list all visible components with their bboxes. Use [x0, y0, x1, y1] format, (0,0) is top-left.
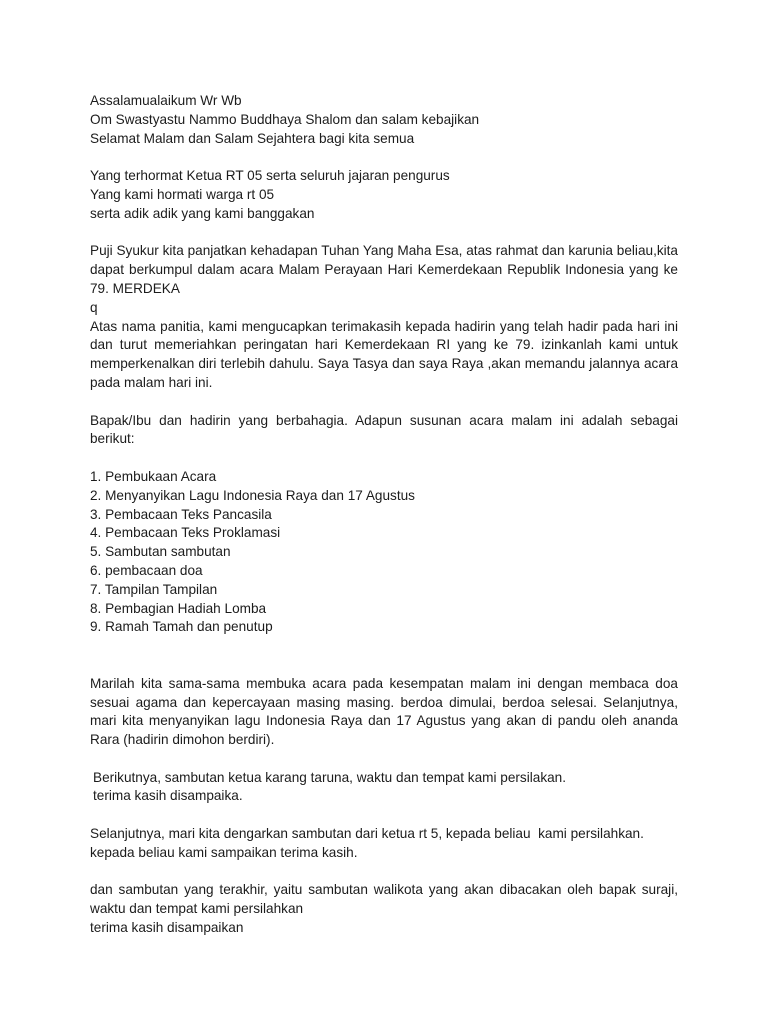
spacer [90, 148, 678, 167]
agenda-item: 6. pembacaan doa [90, 562, 203, 578]
agenda-intro: Bapak/Ibu dan hadirin yang berbahagia. Adapun susunan acara malam ini adalah sebagai berikut: [90, 412, 678, 447]
agenda-list [90, 468, 678, 637]
karang-taruna-line: terima kasih disampaika. [93, 788, 243, 804]
spacer [90, 224, 678, 243]
spacer [90, 393, 678, 412]
walikota-paragraph: dan sambutan yang terakhir, yaitu sambutan walikota yang akan dibacakan oleh bapak suraji, waktu dan tempat kami persilahkan [90, 882, 678, 917]
agenda-item: 8. Pembagian Hadiah Lomba [90, 600, 267, 616]
opening-paragraph: Puji Syukur kita panjatkan kehadapan Tuhan Yang Maha Esa, atas rahmat dan karunia beliau,kita dapat berkumpul dalam acara Malam Perayaan Hari Kemerdekaan Republik Indonesia yang ke 79. MERDEKA [90, 243, 678, 296]
closing-thanks: terima kasih disampaikan [90, 920, 244, 936]
agenda-item: 9. Ramah Tamah dan penutup [90, 619, 273, 635]
agenda-item: 2. Menyanyikan Lagu Indonesia Raya dan 17 Agustus [90, 487, 415, 503]
honorific-line: serta adik adik yang kami banggakan [90, 205, 315, 221]
spacer [90, 750, 678, 769]
spacer [90, 863, 678, 882]
stray-character: q [90, 299, 98, 315]
agenda-item: 3. Pembacaan Teks Pancasila [90, 506, 272, 522]
agenda-item: 4. Pembacaan Teks Proklamasi [90, 525, 281, 541]
greeting-line: Selamat Malam dan Salam Sejahtera bagi kita semua [90, 130, 415, 146]
ketua-rt-line: Selanjutnya, mari kita dengarkan sambutan dari ketua rt 5, kepada beliau kami persilahkan. [90, 826, 644, 842]
agenda-item: 5. Sambutan sambutan [90, 544, 231, 560]
agenda-item: 7. Tampilan Tampilan [90, 581, 218, 597]
agenda-item: 1. Pembukaan Acara [90, 468, 217, 484]
honorific-line: Yang kami hormati warga rt 05 [90, 186, 275, 202]
spacer [90, 449, 678, 468]
greeting-line: Om Swastyastu Nammo Buddhaya Shalom dan salam kebajikan [90, 111, 480, 127]
spacer [90, 637, 678, 675]
honorific-line: Yang terhormat Ketua RT 05 serta seluruh jajaran pengurus [90, 168, 450, 184]
document-page [90, 92, 678, 938]
committee-paragraph: Atas nama panitia, kami mengucapkan terimakasih kepada hadirin yang telah hadir pada hari ini dan turut memeriahkan peringatan hari Kemerdekaan RI yang ke 79. izinkanlah kami untuk memperkenalkan diri terlebih dahulu. Saya Tasya dan saya Raya ,akan memandu jalannya acara pada malam hari ini. [90, 318, 678, 390]
ketua-rt-line: kepada beliau kami sampaikan terima kasih. [90, 844, 358, 860]
spacer [90, 806, 678, 825]
greeting-line: Assalamualaikum Wr Wb [90, 93, 242, 108]
prayer-paragraph: Marilah kita sama-sama membuka acara pada kesempatan malam ini dengan membaca doa sesuai agama dan kepercayaan masing masing. berdoa dimulai, berdoa selesai. Selanjutnya, mari kita menyanyikan lagu Indonesia Raya dan 17 Agustus yang akan di pandu oleh ananda Rara (hadirin dimohon berdiri). [90, 675, 678, 748]
karang-taruna-line: Berikutnya, sambutan ketua karang taruna, waktu dan tempat kami persilakan. [93, 769, 567, 785]
